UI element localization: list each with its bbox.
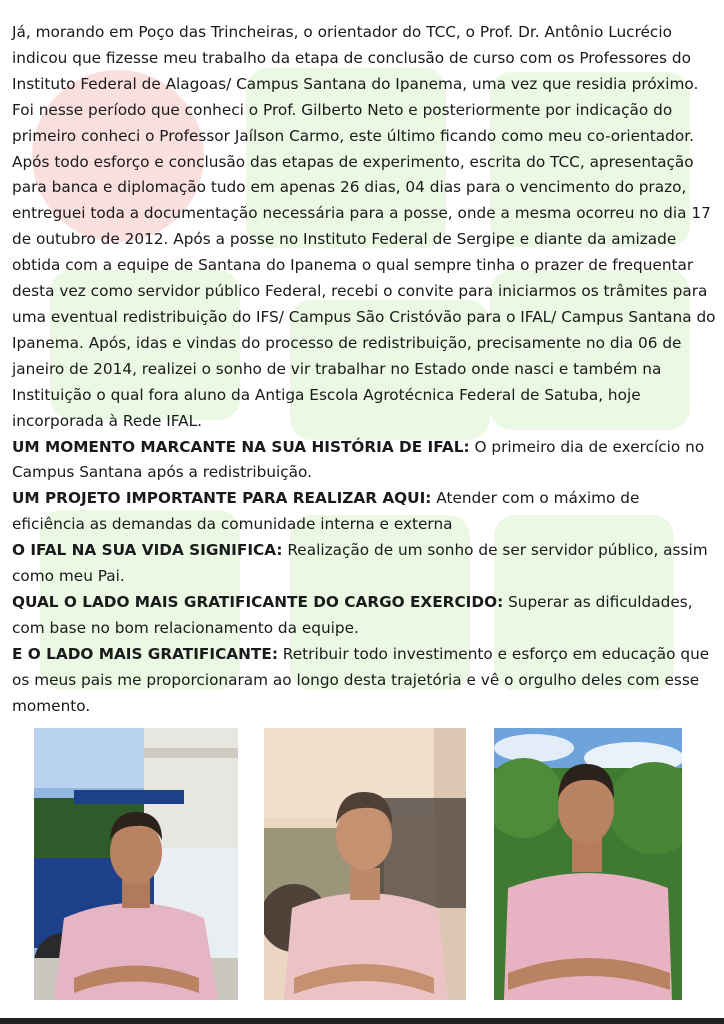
footer-rule <box>0 1018 724 1024</box>
qa-question: O IFAL NA SUA VIDA SIGNIFICA: <box>12 541 283 560</box>
qa-answer: Retribuir todo investimento e esforço em educação que os meus pais me proporcionaram ao longo desta trajetória e vê o orgulho deles com esse momento. <box>12 644 710 715</box>
article-body <box>12 20 716 719</box>
qa-question: UM MOMENTO MARCANTE NA SUA HISTÓRIA DE IFAL: <box>12 437 470 456</box>
portrait-photo-2 <box>264 728 466 1000</box>
qa-question: UM PROJETO IMPORTANTE PARA REALIZAR AQUI: <box>12 489 432 508</box>
photo-strip <box>0 728 724 1000</box>
qa-answer: Atender com o máximo de eficiência as demandas da comunidade interna e externa <box>12 489 640 534</box>
qa-item-job-gratifying <box>12 590 716 642</box>
portrait-photo-1 <box>34 728 238 1000</box>
portrait-photo-3 <box>494 728 682 1000</box>
qa-question: QUAL O LADO MAIS GRATIFICANTE DO CARGO EXERCIDO: <box>12 592 504 611</box>
intro-paragraph: Já, morando em Poço das Trincheiras, o orientador do TCC, o Prof. Dr. Antônio Lucrécio indicou que fizesse meu trabalho da etapa de conclusão de curso com os Professores do Instituto Federal de Alagoas/ Campus Santana do Ipanema, uma vez que residia próximo. Foi nesse período que conheci o Prof. Gilberto Neto e posteriormente por indicação do primeiro conheci o Professor Jaílson Carmo, este último ficando como meu co-orientador. Após todo esforço e conclusão das etapas de experimento, escrita do TCC, apresentação para banca e diplomação tudo em apenas 26 dias, 04 dias para o vencimento do prazo, entreguei toda a documentação necessária para a posse, onde a mesma ocorreu no dia 17 de outubro de 2012. Após a posse no Instituto Federal de Sergipe e diante da amizade obtida com a equipe de Santana do Ipanema o qual sempre tinha o prazer de frequentar desta vez como servidor público Federal, recebi o convite para iniciarmos os trâmites para uma eventual redistribuição do IFS/ Campus São Cristóvão para o IFAL/ Campus Santana do Ipanema. Após, idas e vindas do processo de redistribuição, precisamente no dia 06 de janeiro de 2014, realizei o sonho de vir trabalhar no Estado onde nasci e também na Instituição o qual fora aluno da Antiga Escola Agrotécnica Federal de Satuba, hoje incorporada à Rede IFAL. <box>12 23 716 430</box>
qa-answer: O primeiro dia de exercício no Campus Santana após a redistribuição. <box>12 437 705 482</box>
qa-answer: Realização de um sonho de ser servidor público, assim como meu Pai. <box>12 541 708 586</box>
qa-question: E O LADO MAIS GRATIFICANTE: <box>12 644 278 663</box>
qa-item-project <box>12 486 716 538</box>
qa-answer: Superar as dificuldades, com base no bom relacionamento da equipe. <box>12 592 693 637</box>
qa-item-most-gratifying <box>12 642 716 720</box>
qa-item-meaning <box>12 538 716 590</box>
qa-item-moment <box>12 435 716 487</box>
